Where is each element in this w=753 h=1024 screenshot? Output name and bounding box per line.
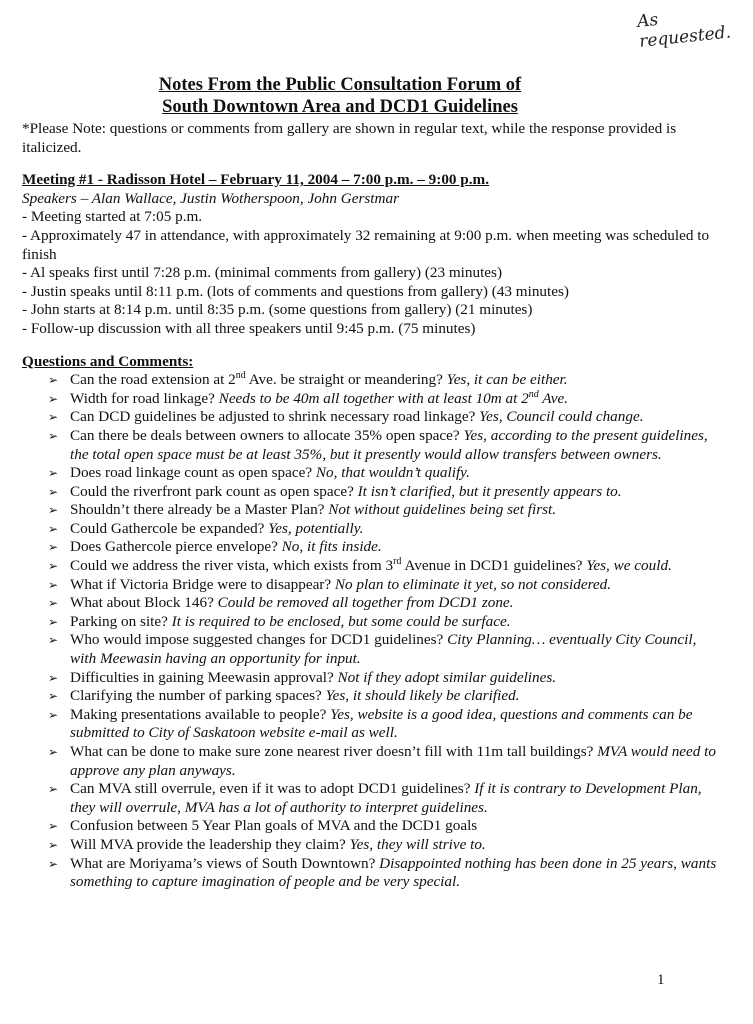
answer: Not without guidelines being set first. [328, 501, 557, 519]
meeting-section [22, 171, 722, 338]
arrow-bullet-icon: ➢ [48, 428, 59, 443]
question-item: ➢ Shouldn’t there already be a Master Plan? Not without guidelines being set first. [48, 501, 557, 519]
arrow-bullet-icon: ➢ [48, 856, 59, 871]
question-item: ➢ Clarifying the number of parking spaces? Yes, it should likely be clarified. [48, 687, 520, 705]
meeting-line: - Meeting started at 7:05 p.m. [22, 208, 203, 226]
answer: City Planning… eventually City Council, with Meewasin having an opportunity for input. [70, 631, 697, 668]
question-item: ➢ Does road linkage count as open space? No, that wouldn’t qualify. [48, 464, 470, 482]
answer: Could be removed all together from DCD1 zone. [217, 594, 514, 612]
answer: No, it fits inside. [281, 538, 382, 556]
answer: Yes, it can be either. [446, 371, 568, 389]
meeting-line: - Al speaks first until 7:28 p.m. (minimal comments from gallery) (23 minutes) [22, 264, 503, 282]
questions-list [22, 371, 722, 892]
question-item: ➢ Could we address the river vista, which exists from 3rd Avenue in DCD1 guidelines? Yes, we could. [48, 556, 672, 575]
answer: Yes, according to the present guidelines, the total open space must be at least 35%, but it presently would allow transfers between owners. [70, 426, 708, 463]
meeting-line: - Follow-up discussion with all three speakers until 9:45 p.m. (75 minutes) [22, 319, 476, 337]
answer: MVA would need to approve any plan anyways. [70, 743, 716, 779]
arrow-bullet-icon: ➢ [48, 819, 59, 834]
meeting-line: - Approximately 47 in attendance, with approximately 32 remaining at 9:00 p.m. when meeting was scheduled to finish [22, 226, 710, 263]
arrow-bullet-icon: ➢ [48, 521, 59, 536]
arrow-bullet-icon: ➢ [48, 484, 59, 499]
question-item: ➢ What about Block 146? Could be removed all together from DCD1 zone. [48, 594, 514, 612]
answer: Needs to be 40m all together with at least 10m at 2nd Ave. [218, 388, 568, 407]
question-item: ➢ Can the road extension at 2nd Ave. be straight or meandering? Yes, it can be either. [48, 370, 568, 389]
meeting-title: Meeting #1 - Radisson Hotel – February 11, 2004 – 7:00 p.m. – 9:00 p.m. [22, 171, 489, 189]
arrow-bullet-icon: ➢ [48, 559, 59, 574]
questions-heading: Questions and Comments: [22, 352, 194, 370]
arrow-bullet-icon: ➢ [48, 540, 59, 555]
arrow-bullet-icon: ➢ [48, 689, 59, 704]
answer: It isn’t clarified, but it presently appears to. [357, 482, 622, 500]
question-item: ➢ Making presentations available to people? Yes, website is a good idea, questions and comments can be submitted to City of Saskatoon website e-mail as well. [48, 705, 693, 742]
arrow-bullet-icon: ➢ [48, 503, 59, 518]
arrow-bullet-icon: ➢ [48, 670, 59, 685]
arrow-bullet-icon: ➢ [48, 596, 59, 611]
question-item: ➢ What if Victoria Bridge were to disappear? No plan to eliminate it yet, so not considered. [48, 575, 612, 593]
question-item: ➢ Parking on site? It is required to be enclosed, but some could be surface. [48, 612, 511, 630]
page-number: 1 [657, 972, 665, 988]
answer: Yes, we could. [586, 557, 672, 575]
answer: Not if they adopt similar guidelines. [337, 668, 557, 686]
question-item: ➢ What are Moriyama’s views of South Downtown? Disappointed nothing has been done in 25 years, wants something to capture imagination of people and be very special. [48, 854, 717, 891]
document-body [22, 120, 722, 892]
arrow-bullet-icon: ➢ [48, 633, 59, 648]
question-item: ➢ Difficulties in gaining Meewasin approval? Not if they adopt similar guidelines. [48, 668, 557, 686]
document-title [0, 74, 680, 118]
arrow-bullet-icon: ➢ [48, 614, 59, 629]
arrow-bullet-icon: ➢ [48, 577, 59, 592]
arrow-bullet-icon: ➢ [48, 466, 59, 481]
title-line-1: Notes From the Public Consultation Forum of [158, 75, 522, 95]
answer: Yes, potentially. [268, 519, 364, 537]
question-item: ➢ Will MVA provide the leadership they claim? Yes, they will strive to. [48, 835, 486, 853]
question-item: ➢ Can there be deals between owners to allocate 35% open space? Yes, according to the present guidelines, the total open space must be at least 35%, but it presently would allow transfers between owners. [48, 426, 708, 463]
arrow-bullet-icon: ➢ [48, 782, 59, 797]
format-note: *Please Note: questions or comments from gallery are shown in regular text, while the response provided is italicized. [22, 120, 677, 156]
arrow-bullet-icon: ➢ [48, 410, 59, 425]
answer: If it is contrary to Development Plan, they will overrule, MVA has a lot of authority to interpret guidelines. [70, 780, 702, 816]
answer: Yes, they will strive to. [349, 835, 486, 853]
answer: It is required to be enclosed, but some could be surface. [171, 612, 511, 630]
question-item: ➢ Can MVA still overrule, even if it was to adopt DCD1 guidelines? If it is contrary to Development Plan, they will overrule, MVA has a lot of authority to interpret guidelines. [48, 780, 702, 816]
arrow-bullet-icon: ➢ [48, 373, 59, 388]
meeting-line: - John starts at 8:14 p.m. until 8:35 p.m. (some questions from gallery) (21 minutes) [22, 301, 533, 319]
question-item: ➢ Does Gathercole pierce envelope? No, it fits inside. [48, 538, 382, 556]
handwritten-note: As requested. [636, 9, 732, 52]
answer: No plan to eliminate it yet, so not considered. [334, 575, 612, 593]
question-item: ➢ Width for road linkage? Needs to be 40m all together with at least 10m at 2nd Ave. [48, 388, 568, 407]
answer: Yes, it should likely be clarified. [325, 687, 520, 705]
meeting-speakers: Speakers – Alan Wallace, Justin Wotherspoon, John Gerstmar [22, 189, 399, 207]
question-item: ➢ Who would impose suggested changes for DCD1 guidelines? City Planning… eventually City Council, with Meewasin having an opportunity for input. [48, 631, 697, 668]
arrow-bullet-icon: ➢ [48, 837, 59, 852]
question-item: ➢ Can DCD guidelines be adjusted to shrink necessary road linkage? Yes, Council could change. [48, 408, 644, 426]
question-item: ➢ What can be done to make sure zone nearest river doesn’t fill with 11m tall buildings? MVA would need to approve any plan anyways. [48, 743, 716, 779]
question-item: ➢ Confusion between 5 Year Plan goals of MVA and the DCD1 goals [48, 817, 478, 835]
answer: Yes, Council could change. [479, 408, 644, 426]
arrow-bullet-icon: ➢ [48, 745, 59, 759]
question-item: ➢ Could the riverfront park count as open space? It isn’t clarified, but it presently appears to. [48, 482, 622, 500]
answer: Disappointed nothing has been done in 25 years, wants something to capture imagination of people and be very special. [70, 854, 717, 891]
title-line-2: South Downtown Area and DCD1 Guidelines [162, 97, 518, 117]
answer: Yes, website is a good idea, questions and comments can be submitted to City of Saskatoon website e-mail as well. [70, 705, 693, 742]
arrow-bullet-icon: ➢ [48, 391, 59, 406]
answer: No, that wouldn’t qualify. [315, 464, 470, 482]
question-item: ➢ Could Gathercole be expanded? Yes, potentially. [48, 519, 364, 537]
arrow-bullet-icon: ➢ [48, 707, 59, 722]
meeting-line: - Justin speaks until 8:11 p.m. (lots of comments and questions from gallery) (43 minutes) [22, 282, 569, 300]
